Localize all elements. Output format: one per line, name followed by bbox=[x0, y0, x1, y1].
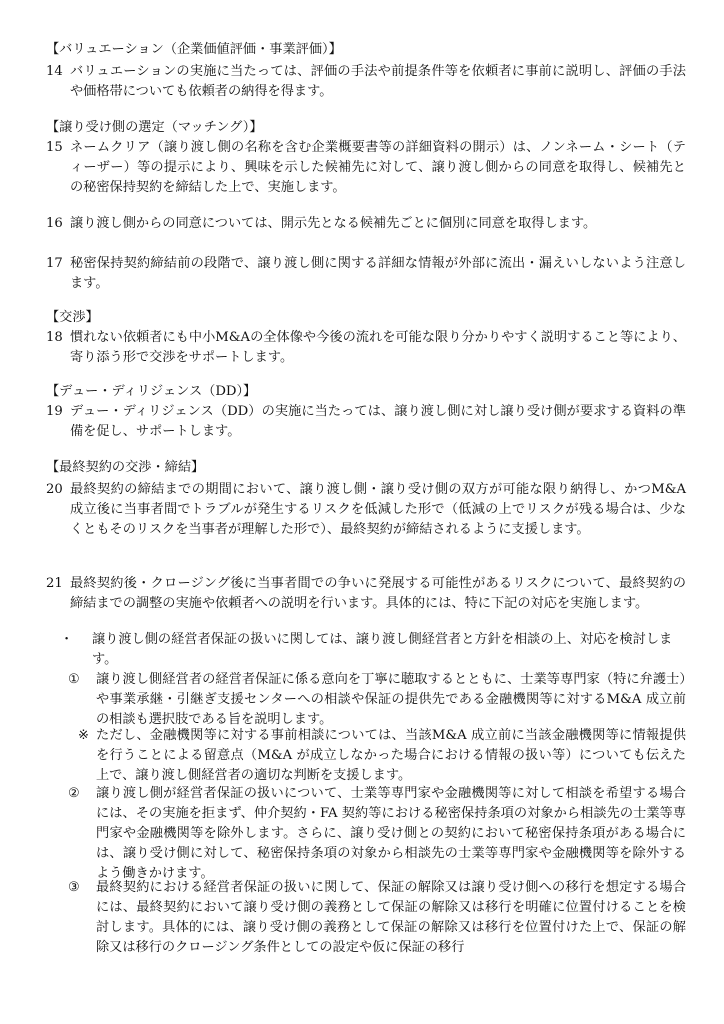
clause-number: 16 bbox=[46, 216, 63, 231]
clause-number: 17 bbox=[46, 256, 63, 271]
bullet-item-guarantee bbox=[60, 630, 686, 670]
clause-15 bbox=[46, 138, 686, 198]
clause-text: バリュエーションの実施に当たっては、評価の手法や前提条件等を依頼者に事前に説明し、評価の手法や価格帯についても依頼者の納得を得ます。 bbox=[70, 64, 686, 99]
clause-text: 慣れない依頼者にも中小M&Aの全体像や今後の流れを可能な限り分かりやすく説明すること等により、寄り添う形で交渉をサポートします。 bbox=[70, 330, 686, 365]
clause-14 bbox=[46, 62, 686, 102]
clause-text: デュー・ディリジェンス（DD）の実施に当たっては、譲り渡し側に対し譲り受け側が要求する資料の準備を促し、サポートします。 bbox=[70, 404, 686, 439]
sub-item-3 bbox=[68, 878, 686, 958]
section-heading-valuation: 【バリュエーション（企業価値評価・事業評価）】 bbox=[46, 42, 342, 57]
sub-item-mark: ① bbox=[68, 672, 80, 687]
clause-16 bbox=[46, 214, 686, 234]
clause-text: 譲り渡し側からの同意については、開示先となる候補先ごとに個別に同意を取得します。 bbox=[70, 216, 597, 231]
sub-item-text: 最終契約における経営者保証の扱いに関して、保証の解除又は譲り受け側への移行を想定する場合には、最終契約において譲り受け側の義務として保証の解除又は移行を明確に位置付けることを検討します。具体的には、譲り受け側の義務として保証の解除又は移行を位置付けた上で、保証の解除又は移行のクロージング条件としての設定や仮に保証の移行 bbox=[96, 880, 686, 955]
clause-text: 秘密保持契約締結前の段階で、譲り渡し側に関する詳細な情報が外部に流出・漏えいしないよう注意します。 bbox=[70, 256, 686, 291]
clause-text: 最終契約後・クロージング後に当事者間での争いに発展する可能性があるリスクについて、最終契約の締結までの調整の実施や依頼者への説明を行います。具体的には、特に下記の対応を実施します。 bbox=[70, 576, 686, 611]
clause-text: 最終契約の締結までの期間において、譲り渡し側・譲り受け側の双方が可能な限り納得し、かつM&A 成立後に当事者間でトラブルが発生するリスクを低減した形で（低減の上でリスクが残る場合は、少なくともそのリスクを当事者が理解した形で）、最終契約が締結されるように支援します。 bbox=[70, 482, 686, 537]
clause-number: 21 bbox=[46, 576, 63, 591]
section-heading-negotiation: 【交渉】 bbox=[46, 310, 99, 325]
clause-number: 14 bbox=[46, 64, 63, 79]
clause-number: 19 bbox=[46, 404, 63, 419]
clause-18 bbox=[46, 328, 686, 368]
sub-item-1 bbox=[68, 670, 686, 730]
sub-item-text: 譲り渡し側経営者の経営者保証に係る意向を丁寧に聴取するとともに、士業等専門家（特に弁護士）や事業承継・引継ぎ支援センターへの相談や保証の提供先である金融機関等に対するM&A 成立前の相談も選択肢である旨を説明します。 bbox=[96, 672, 686, 727]
clause-21 bbox=[46, 574, 686, 614]
sub-item-text: 譲り渡し側が経営者保証の扱いについて、士業等専門家や金融機関等に対して相談を希望する場合には、その実施を拒まず、仲介契約・FA 契約等における秘密保持条項の対象から相談先の士業等専門家や金融機関等を除外します。さらに、譲り受け側との契約において秘密保持条項がある場合には、譲り受け側に対して、秘密保持条項の対象から相談先の士業等専門家や金融機関等を除外するよう働きかけます。 bbox=[96, 786, 686, 881]
clause-text: ネームクリア（譲り渡し側の名称を含む企業概要書等の詳細資料の開示）は、ノンネーム・シート（ティーザー）等の提示により、興味を示した候補先に対して、譲り渡し側からの同意を取得し、候補先との秘密保持契約を締結した上で、実施します。 bbox=[70, 140, 686, 195]
sub-item-2 bbox=[68, 784, 686, 884]
clause-20 bbox=[46, 480, 686, 540]
bullet-text: 譲り渡し側の経営者保証の扱いに関しては、譲り渡し側経営者と方針を相談の上、対応を検討します。 bbox=[92, 632, 673, 667]
note-text: ただし、金融機関等に対する事前相談については、当該M&A 成立前に当該金融機関等に情報提供を行うことによる留意点（M&A が成立しなかった場合における情報の扱い等）についても伝えた上で、譲り渡し側経営者の適切な判断を支援します。 bbox=[96, 728, 686, 783]
section-heading-due-diligence: 【デュー・ディリジェンス（DD）】 bbox=[46, 384, 257, 399]
clause-17 bbox=[46, 254, 686, 294]
clause-number: 18 bbox=[46, 330, 63, 345]
section-heading-final-contract: 【最終契約の交渉・締結】 bbox=[46, 460, 205, 475]
sub-item-mark: ③ bbox=[68, 880, 80, 895]
sub-item-mark: ② bbox=[68, 786, 80, 801]
clause-number: 20 bbox=[46, 482, 63, 497]
bullet-mark: ・ bbox=[60, 632, 74, 647]
clause-19 bbox=[46, 402, 686, 442]
note-item bbox=[78, 726, 686, 786]
clause-number: 15 bbox=[46, 140, 63, 155]
section-heading-matching: 【譲り受け側の選定（マッチング）】 bbox=[46, 120, 263, 135]
note-mark: ※ bbox=[78, 728, 90, 743]
